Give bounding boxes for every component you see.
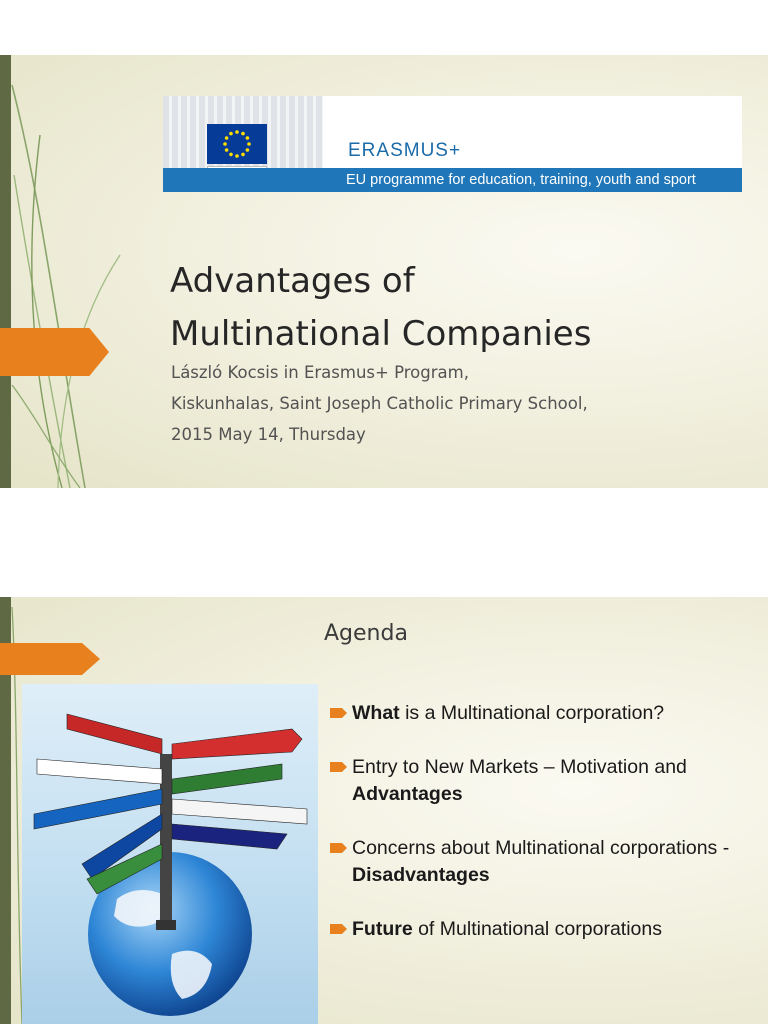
agenda-title: Agenda: [324, 621, 408, 646]
subtitle-line: 2015 May 14, Thursday: [171, 425, 366, 444]
accent-arrow: [0, 328, 109, 376]
banner-tagline: EU programme for education, training, youth and sport: [346, 172, 696, 188]
agenda-slide: [0, 597, 768, 1024]
subtitle-line: László Kocsis in Erasmus+ Program,: [171, 363, 469, 382]
bullet-arrow-icon: [330, 708, 347, 718]
eu-flag-icon: [207, 124, 267, 164]
title-line: Multinational Companies: [170, 314, 592, 354]
slide-title: [170, 255, 591, 361]
subtitle-line: Kiskunhalas, Saint Joseph Catholic Primary School,: [171, 394, 588, 413]
erasmus-program-name: ERASMUS+: [348, 140, 462, 161]
erasmus-banner: [163, 96, 742, 192]
slide-subtitle: [171, 357, 588, 450]
agenda-item: What is a Multinational corporation?: [330, 700, 760, 727]
title-slide: [0, 55, 768, 488]
bullet-arrow-icon: [330, 843, 347, 853]
banner-band: [163, 168, 742, 192]
bullet-arrow-icon: [330, 924, 347, 934]
title-line: Advantages of: [170, 261, 415, 301]
agenda-item: Future of Multinational corporations: [330, 916, 760, 943]
globe-signpost-image: [22, 684, 318, 1024]
accent-arrow: [0, 643, 100, 675]
agenda-list: [330, 700, 760, 970]
bullet-arrow-icon: [330, 762, 347, 772]
grass-decoration: [0, 55, 140, 488]
agenda-item: Concerns about Multinational corporations - Disadvantages: [330, 835, 760, 889]
agenda-item: Entry to New Markets – Motivation and Advantages: [330, 754, 760, 808]
